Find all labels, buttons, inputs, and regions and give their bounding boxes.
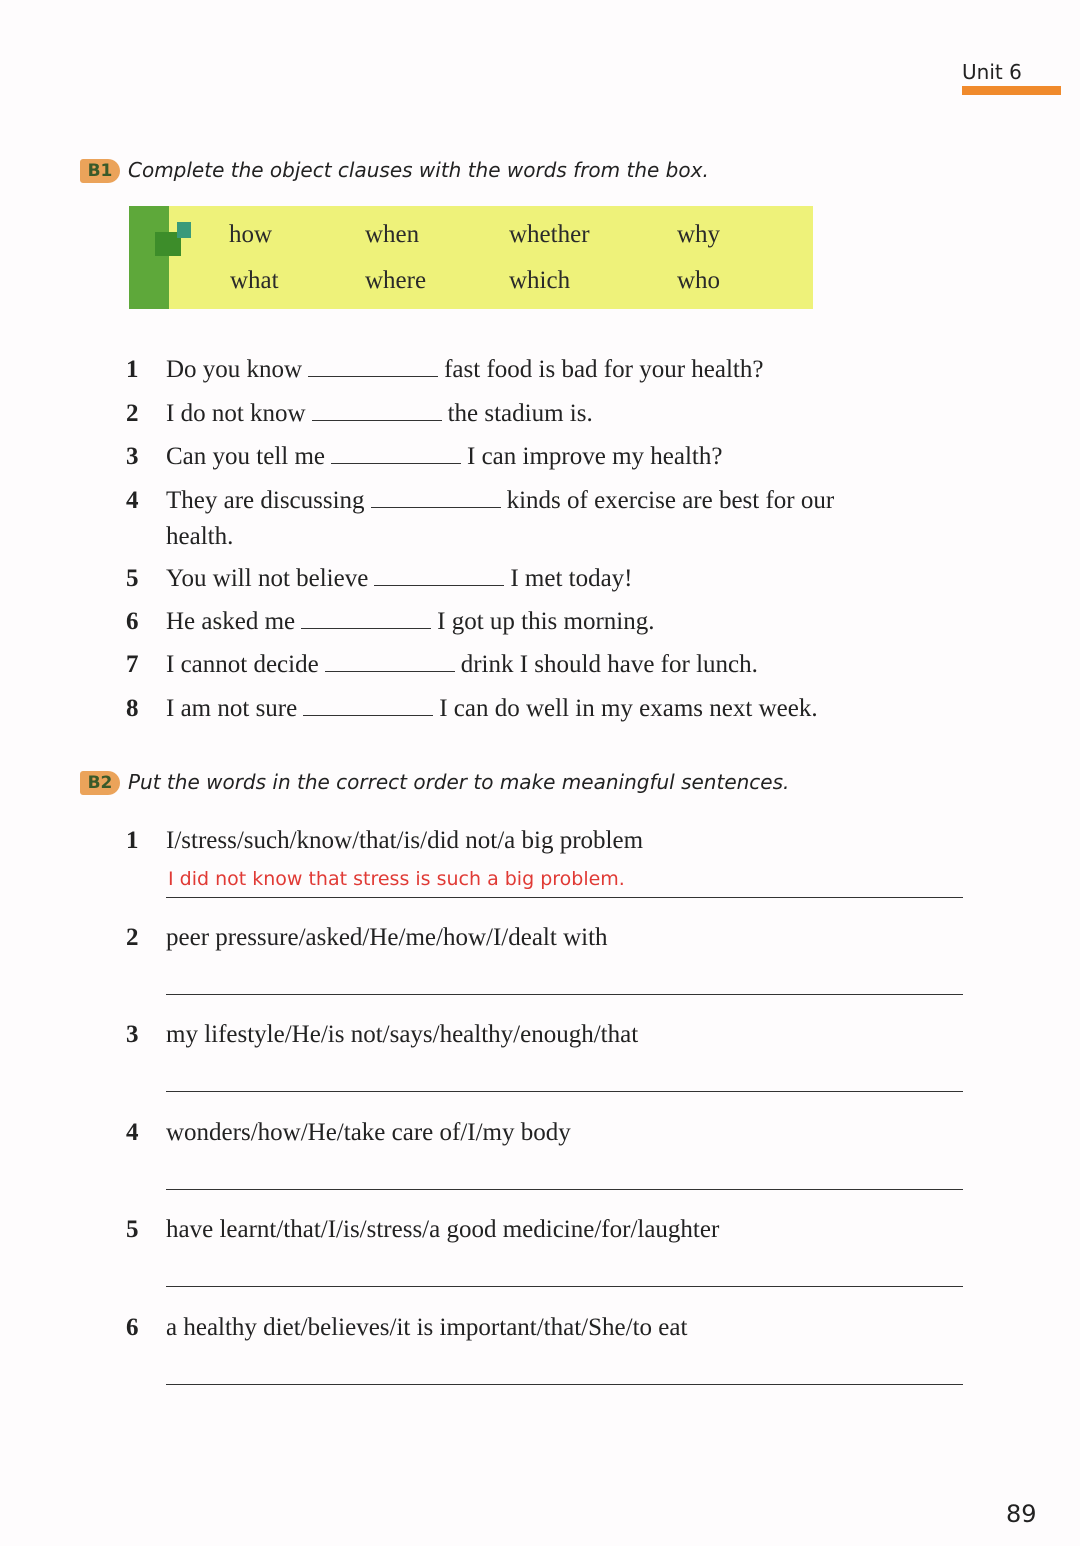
item-continuation: health.	[166, 523, 234, 550]
example-answer: I did not know that stress is such a big problem.	[168, 868, 625, 890]
word-box	[129, 206, 813, 309]
b2-item-prompt: peer pressure/asked/He/me/how/I/dealt with	[166, 924, 608, 951]
answer-line[interactable]	[166, 1384, 963, 1385]
item-number: 4	[126, 487, 139, 514]
item-number: 2	[126, 400, 139, 427]
answer-blank[interactable]	[301, 610, 431, 629]
b1-item	[166, 443, 722, 471]
item-after: drink I should have for lunch.	[460, 651, 758, 678]
b1-badge: B1	[80, 159, 120, 183]
item-before: They are discussing	[166, 487, 365, 514]
box-stripe	[129, 206, 169, 309]
item-after: kinds of exercise are best for our	[506, 487, 835, 514]
box-word: how	[229, 221, 273, 248]
unit-bar	[962, 86, 1061, 95]
b1-item	[166, 565, 633, 593]
answer-blank[interactable]	[312, 402, 442, 421]
item-number: 6	[126, 608, 139, 635]
b2-item-prompt: wonders/how/He/take care of/I/my body	[166, 1119, 571, 1146]
b1-instruction: Complete the object clauses with the words from the box.	[128, 158, 709, 182]
answer-line[interactable]	[166, 1189, 963, 1190]
box-word: where	[365, 267, 427, 294]
b2-item-prompt: a healthy diet/believes/it is important/that/She/to eat	[166, 1314, 688, 1341]
item-after: the stadium is.	[447, 400, 593, 427]
item-number: 8	[126, 695, 139, 722]
answer-line[interactable]	[166, 994, 963, 995]
item-before: I am not sure	[166, 695, 298, 722]
box-word: when	[365, 221, 420, 248]
b2-item-prompt: have learnt/that/I/is/stress/a good medicine/for/laughter	[166, 1216, 720, 1243]
b2-instruction: Put the words in the correct order to make meaningful sentences.	[128, 770, 790, 794]
item-number: 4	[126, 1119, 139, 1146]
box-word: why	[677, 221, 721, 248]
answer-blank[interactable]	[303, 697, 433, 716]
answer-line[interactable]	[166, 1091, 963, 1092]
item-number: 2	[126, 924, 139, 951]
unit-label: Unit 6	[962, 60, 1022, 84]
answer-blank[interactable]	[325, 653, 455, 672]
answer-blank[interactable]	[308, 358, 438, 377]
box-decoration	[177, 222, 191, 238]
item-number: 1	[126, 827, 139, 854]
answer-blank[interactable]	[371, 489, 501, 508]
item-after: I can do well in my exams next week.	[439, 695, 818, 722]
answer-line[interactable]	[166, 1286, 963, 1287]
item-after: fast food is bad for your health?	[444, 356, 764, 383]
item-after: I can improve my health?	[467, 443, 723, 470]
box-word: whether	[509, 221, 590, 248]
box-word: which	[509, 267, 571, 294]
b1-item	[166, 356, 763, 384]
b1-item	[166, 400, 593, 428]
b2-item-prompt: I/stress/such/know/that/is/did not/a big problem	[166, 827, 644, 854]
item-before: You will not believe	[166, 565, 369, 592]
b1-item	[166, 608, 654, 636]
item-number: 5	[126, 565, 139, 592]
item-number: 6	[126, 1314, 139, 1341]
item-before: Do you know	[166, 356, 303, 383]
item-before: He asked me	[166, 608, 296, 635]
answer-line[interactable]	[166, 897, 963, 898]
item-before: I do not know	[166, 400, 306, 427]
b2-badge: B2	[80, 771, 120, 795]
item-before: Can you tell me	[166, 443, 325, 470]
page-number: 89	[1006, 1500, 1037, 1528]
box-word: who	[677, 267, 721, 294]
answer-blank[interactable]	[331, 445, 461, 464]
item-after: I got up this morning.	[437, 608, 655, 635]
b1-item	[166, 651, 758, 679]
b1-item	[166, 695, 818, 723]
item-number: 3	[126, 1021, 139, 1048]
answer-blank[interactable]	[374, 567, 504, 586]
item-number: 7	[126, 651, 139, 678]
item-after: I met today!	[510, 565, 633, 592]
item-before: I cannot decide	[166, 651, 319, 678]
item-number: 5	[126, 1216, 139, 1243]
b2-item-prompt: my lifestyle/He/is not/says/healthy/enough/that	[166, 1021, 639, 1048]
item-number: 3	[126, 443, 139, 470]
b1-item	[166, 487, 834, 515]
item-number: 1	[126, 356, 139, 383]
box-word: what	[230, 267, 279, 294]
